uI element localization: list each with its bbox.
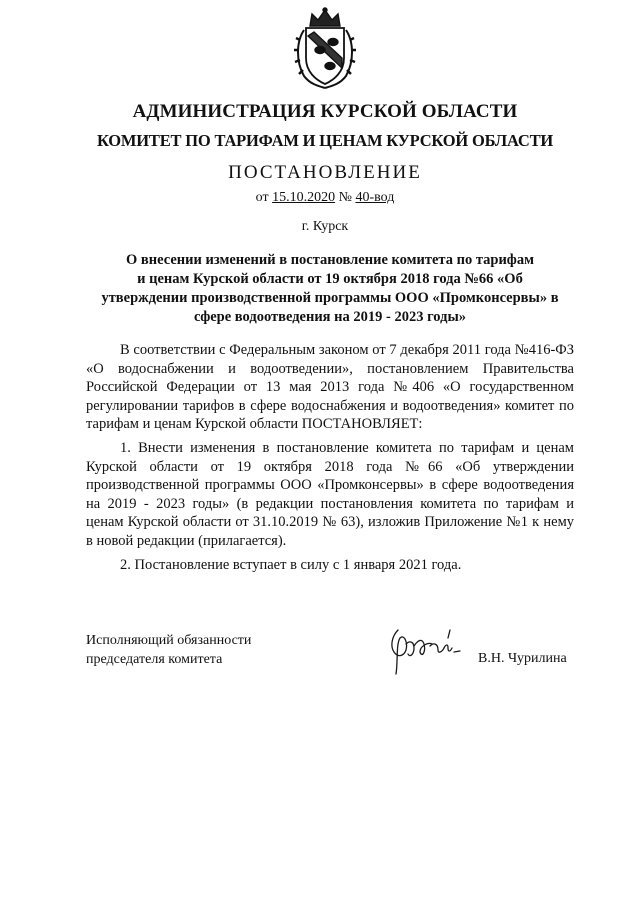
date-prefix: от	[255, 190, 269, 205]
number-prefix: №	[338, 190, 352, 205]
handwritten-signature	[384, 622, 474, 680]
item-1-paragraph: 1. Внести изменения в постановление комитета по тарифам и ценам Курской области от 19 октября 2018 года №66 «Об утверждении производственной программы ООО «Промконсервы» в сфере водоотведения на 2019 - 2023 годы» (в редакции постановления комитета по тарифам и ценам Курской области от 31.10.2019 № 63), изложив Приложение №1 к нему в новой редакции (прилагается).	[86, 439, 574, 549]
document-body	[86, 341, 574, 574]
committee-title: КОМИТЕТ ПО ТАРИФАМ И ЦЕНАМ КУРСКОЙ ОБЛАСТИ	[96, 131, 554, 150]
city: г. Курск	[301, 219, 349, 234]
preamble-paragraph: В соответствии с Федеральным законом от 7 декабря 2011 года №416-ФЗ «О водоснабжении и водоотведении», постановлением Правительства Российской Федерации от 13 мая 2013 года №406 «О государственном регулировании тарифов в сфере водоснабжения и водоотведения» комитет по тарифам и ценам Курской области ПОСТАНОВЛЯЕТ:	[86, 342, 574, 433]
signatory-role	[86, 632, 251, 669]
item-2-paragraph: 2. Постановление вступает в силу с 1 января 2021 года.	[120, 556, 462, 573]
title-line: и ценам Курской области от 19 октября 2018 года №66 «Об	[137, 271, 523, 287]
signatory-name: В.Н. Чурилина	[478, 651, 567, 666]
document-date: 15.10.2020	[272, 190, 336, 205]
document-number: 40-вод	[355, 190, 395, 205]
title-line: сфере водоотведения на 2019 - 2023 годы»	[193, 309, 467, 325]
document-date-number	[60, 190, 590, 206]
role-line: председателя комитета	[86, 651, 223, 667]
role-line: Исполняющий обязанности	[86, 633, 252, 648]
document-title	[86, 251, 574, 327]
title-line: утверждении производственной программы ООО «Промконсервы» в	[101, 290, 559, 306]
title-line: О внесении изменений в постановление комитета по тарифам	[126, 252, 534, 268]
kursk-coat-of-arms-icon	[290, 6, 360, 90]
document-type: ПОСТАНОВЛЕНИЕ	[228, 162, 422, 183]
administration-title: АДМИНИСТРАЦИЯ КУРСКОЙ ОБЛАСТИ	[132, 101, 518, 122]
